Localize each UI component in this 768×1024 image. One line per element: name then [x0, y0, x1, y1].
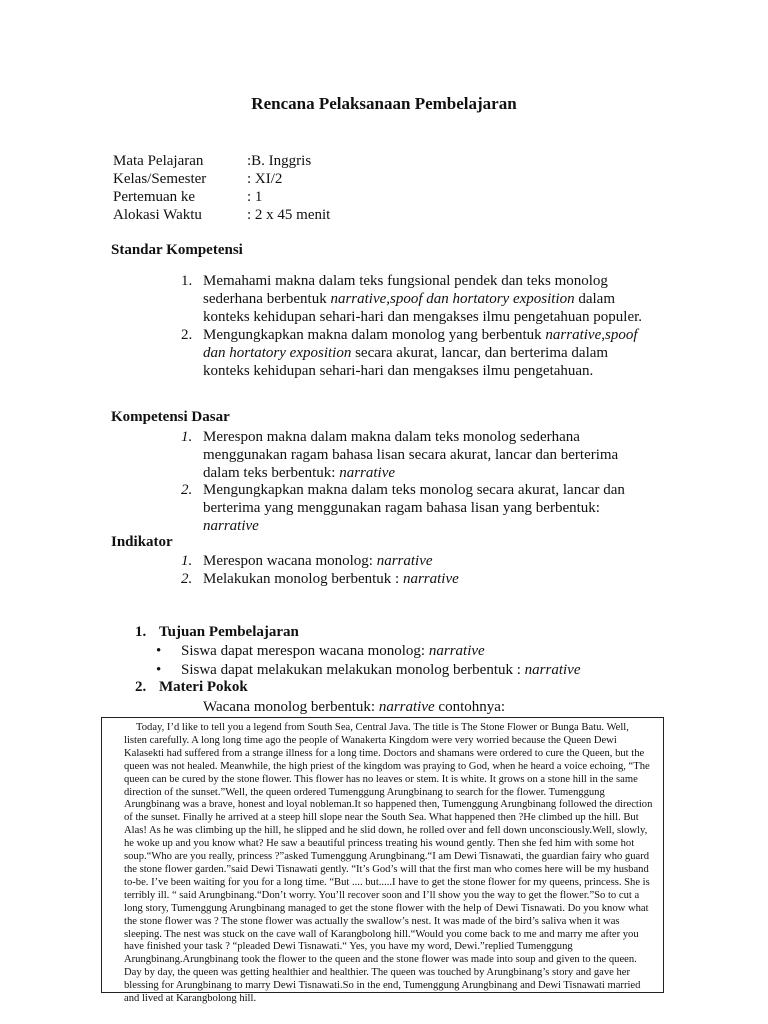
meta-value-subject: :B. Inggris [247, 153, 312, 169]
standar-item-1 [203, 272, 663, 326]
tujuan-2-ital: narrative [524, 662, 581, 678]
materi-num: 2. [135, 679, 147, 695]
standar-2-line2 [203, 344, 663, 362]
indikator-1-text: Merespon wacana monolog: [203, 553, 377, 569]
dasar-1-line1: Merespon makna dalam makna dalam teks monolog sederhana [203, 429, 580, 445]
tujuan-1-text: Siswa dapat merespon wacana monolog: [181, 643, 429, 659]
meta-label-meeting: Pertemuan ke [113, 189, 196, 205]
dasar-num-2: 2. [181, 482, 193, 498]
standar-item-2 [203, 326, 663, 380]
tujuan-bullet-1 [181, 642, 485, 660]
indikator-1-ital: narrative [376, 553, 433, 569]
dasar-1-line3 [203, 464, 663, 482]
indikator-num-1: 1. [181, 553, 193, 569]
tujuan-2-text: Siswa dapat melakukan melakukan monolog berbentuk : [181, 662, 525, 678]
standar-2-line2b: secara akurat, lancar, dan berterima dalam [351, 345, 609, 361]
materi-line-i: narrative [378, 699, 435, 715]
materi-line-b: contohnya: [434, 699, 506, 715]
tujuan-heading: Tujuan Pembelajaran [159, 624, 299, 640]
meta-label-class: Kelas/Semester [113, 171, 207, 187]
materi-heading: Materi Pokok [159, 679, 248, 695]
standar-2-line2i: dan hortatory exposition [203, 345, 352, 361]
standar-2-line1i: narrative,spoof [545, 327, 638, 343]
indikator-heading: Indikator [111, 534, 173, 550]
standar-1-line2a: sederhana berbentuk [203, 291, 331, 307]
dasar-2-line1: Mengungkapkan makna dalam teks monolog secara akurat, lancar dan [203, 482, 625, 498]
dasar-1-line3a: dalam teks berbentuk: [203, 465, 340, 481]
meta-label-subject: Mata Pelajaran [113, 153, 204, 169]
indikator-2-text: Melakukan monolog berbentuk : [203, 571, 403, 587]
meta-value-class: : XI/2 [247, 171, 283, 187]
standar-1-line2i: narrative,spoof dan hortatory exposition [330, 291, 575, 307]
dasar-2-line2: berterima yang menggunakan ragam bahasa lisan yang berbentuk: [203, 500, 600, 516]
dasar-item-2 [203, 481, 663, 535]
materi-line-a: Wacana monolog berbentuk: [203, 699, 379, 715]
dasar-num-1: 1. [181, 429, 193, 445]
tujuan-bullet-2 [181, 661, 581, 679]
bullet-icon: • [156, 662, 162, 678]
standar-1-line2 [203, 290, 663, 308]
dasar-1-line2: menggunakan ragam bahasa lisan secara akurat, lancar dan berterima [203, 447, 619, 463]
indikator-num-2: 2. [181, 571, 193, 587]
meta-value-time: : 2 x 45 menit [247, 207, 331, 223]
dasar-1-line3i: narrative [339, 465, 396, 481]
standar-num-2: 2. [181, 327, 193, 343]
dasar-heading: Kompetensi Dasar [111, 409, 230, 425]
standar-1-line2b: dalam [574, 291, 616, 307]
indikator-item-1 [203, 552, 433, 570]
materi-line [203, 698, 505, 716]
standar-2-line1 [203, 326, 663, 344]
indikator-item-2 [203, 570, 459, 588]
standar-1-line1: Memahami makna dalam teks fungsional pendek dan teks monolog [203, 273, 608, 289]
meta-label-time: Alokasi Waktu [113, 207, 202, 223]
tujuan-num: 1. [135, 624, 147, 640]
dasar-2-line3: narrative [203, 518, 259, 534]
page-title: Rencana Pelaksanaan Pembelajaran [251, 94, 517, 113]
standar-num-1: 1. [181, 273, 193, 289]
meta-value-meeting: : 1 [247, 189, 263, 205]
standar-2-line1a: Mengungkapkan makna dalam monolog yang berbentuk [203, 327, 546, 343]
story-box: Today, I’d like to tell you a legend from South Sea, Central Java. The title is The Stone Flower or Bunga Batu. Well, listen carefully. A long long time ago the people of Wanakerta Kingdom were very worried because the Queen Dewi Kalasekti had suffered from a strange illness for a long time. Doctors and shamans were ordered to cure the Queen, but the queen was not healed. Meanwhile, the high priest of the kingdom was praying to God, when he heard a voice echoing, “The queen can be cured by the stone flower. This flower has no leaves or stem. It is white. It grows on a stone hill in the same direction of the sunset.”Well, the queen ordered Tumenggung Arungbinang to search for the flower. Tumenggung Arungbinang was a brave, honest and loyal nobleman.It so happened then, Tumenggung Arungbinang followed the direction of the sunset. Finally he arrived at a steep hill slope near the South Sea. What happened then ?He climbed up the hill. But Alas! As he was climbing up the hill, he slipped and he slid down, he rolled over and fell down unconsciously.Well, slowly, he woke up and you know what? He saw a beautiful princess treating his wound gently. Then she fed him with some hot soup.“Who are you really, princess ?”asked Tumenggung Arungbinang.“I am Dewi Tisnawati, the guardian fairy who guard the stone flower garden.”said Dewi Tisnawati gently. “It’s God’s will that the first man who comes here will be my husband to-be. I’ve been waiting for you for a long time. “But .... but.....I have to get the stone flower for my queens, princess. She is terribly ill. “ said Arungbinang.“Don’t worry. You’ll recover soon and I’ll show you the way to get the flower.”So to cut a long story, Tumenggung Arungbinang managed to get the stone flower with the help of Dewi Tisnawati. Do you know what the stone flower was ? The stone flower was actually the swallow’s nest. It was made of the bird’s saliva when it was sleeping. The nest was stuck on the cave wall of Karangbolong hill.“Would you come back to me and marry me after you have finished your task ? “pleaded Dewi Tisnawati.“ Yes, you have my word, Dewi.”replied Tumenggung Arungbinang.Arungbinang took the flower to the queen and the stone flower was made into soup and given to the queen. Day by day, the queen was getting healthier and healthier. The queen was touched by Arungbinang’s story and gave her blessing for Arungbinang to marry Dewi Tisnawati.So in the end, Tumenggung Arungbinang and Dewi Tisnawati married and lived at Karangbolong hill. [101, 717, 664, 993]
standar-1-line3: konteks kehidupan sehari-hari dan mengakses ilmu pengetahuan populer. [203, 309, 643, 325]
dasar-item-1 [203, 428, 663, 482]
standar-heading: Standar Kompetensi [111, 242, 243, 258]
bullet-icon: • [156, 643, 162, 659]
indikator-2-ital: narrative [402, 571, 459, 587]
tujuan-1-ital: narrative [428, 643, 485, 659]
standar-2-line3: konteks kehidupan sehari-hari dan mengakses ilmu pengetahuan. [203, 363, 594, 379]
